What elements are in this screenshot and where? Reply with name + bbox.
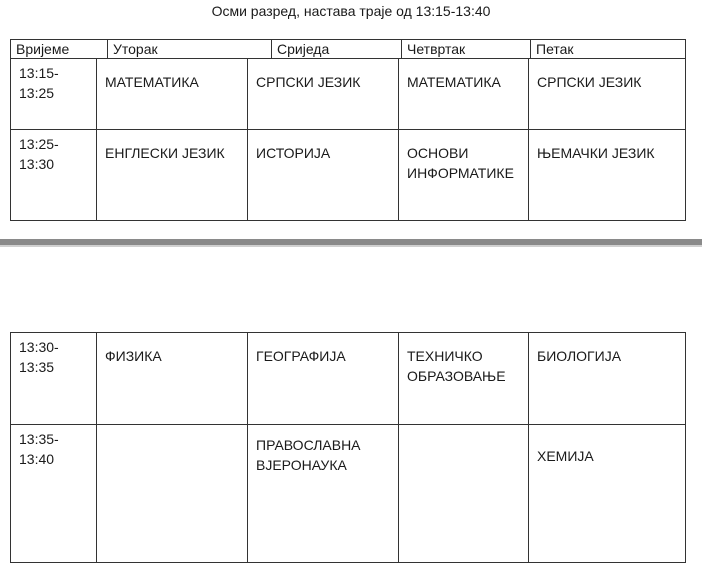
subject-cell: БИОЛОГИЈА — [528, 333, 685, 424]
table-row — [11, 333, 685, 424]
table-row — [11, 424, 685, 563]
header-tuesday: Уторак — [107, 40, 271, 58]
subject-cell: МАТЕМАТИКА — [398, 59, 528, 129]
header-friday: Петак — [530, 40, 686, 58]
header-thursday: Четвртак — [401, 40, 530, 58]
subject-cell: ТЕХНИЧКО ОБРАЗОВАЊЕ — [398, 333, 528, 424]
header-time: Вријеме — [16, 41, 70, 57]
subject-cell: ОСНОВИ ИНФОРМАТИКЕ — [398, 130, 528, 220]
header-wednesday: Сриједа — [271, 40, 401, 58]
time-cell: 13:15- 13:25 — [19, 65, 59, 101]
subject-cell: ХЕМИЈА — [528, 425, 685, 563]
table-row — [11, 59, 685, 129]
time-cell: 13:30- 13:35 — [19, 339, 59, 375]
table-header — [10, 39, 686, 59]
schedule-table-top — [10, 59, 686, 221]
subject-cell: СРПСКИ ЈЕЗИК — [247, 59, 398, 129]
subject-cell: МАТЕМАТИКА — [96, 59, 247, 129]
subject-cell — [96, 425, 247, 563]
page-title: Осми разред, настава траје од 13:15-13:40 — [211, 3, 491, 19]
subject-cell: ЊЕМАЧКИ ЈЕЗИК — [528, 130, 685, 220]
subject-cell: ИСТОРИЈА — [247, 130, 398, 220]
schedule-table-bottom — [10, 332, 686, 563]
subject-cell: СРПСКИ ЈЕЗИК — [528, 59, 685, 129]
subject-cell: ПРАВОСЛАВНА ВЈЕРОНАУКА — [247, 425, 398, 563]
page-break-shadow — [0, 245, 702, 247]
table-row — [11, 129, 685, 220]
time-cell: 13:35- 13:40 — [19, 431, 59, 467]
subject-cell: ГЕОГРАФИЈА — [247, 333, 398, 424]
subject-cell: ФИЗИКА — [96, 333, 247, 424]
subject-cell — [398, 425, 528, 563]
time-cell: 13:25- 13:30 — [19, 136, 59, 172]
subject-cell: ЕНГЛЕСКИ ЈЕЗИК — [96, 130, 247, 220]
